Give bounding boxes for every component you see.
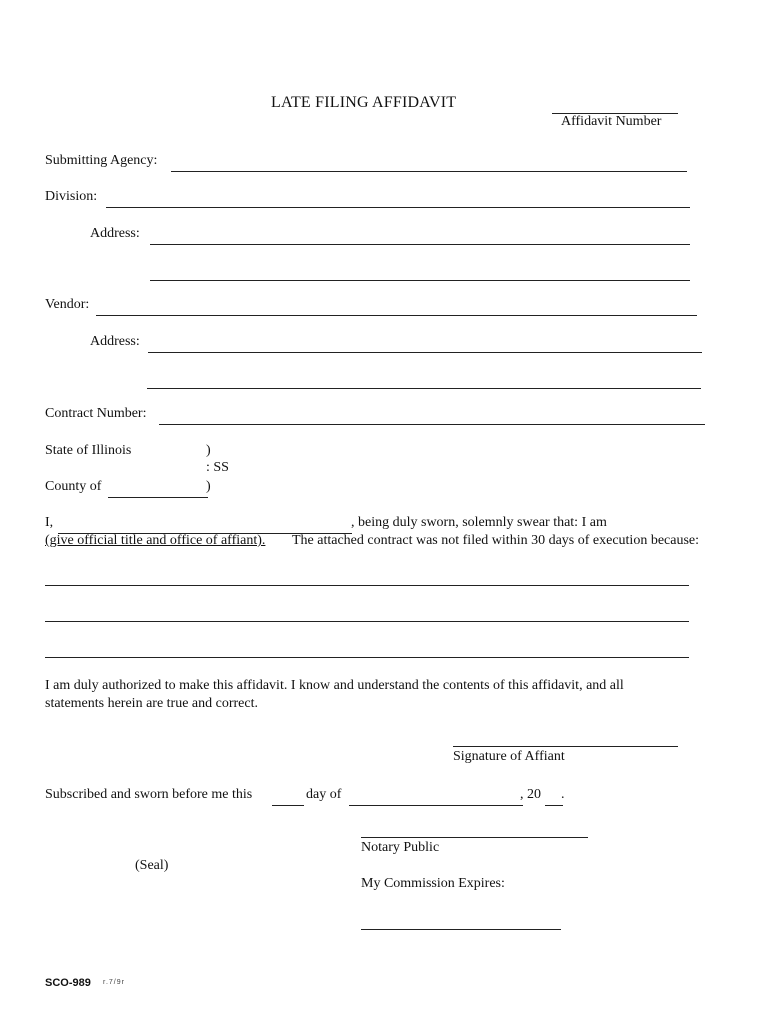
affidavit-number-input[interactable] [552,97,678,114]
reason-line1-input[interactable] [45,569,689,586]
statement-line2: statements herein are true and correct. [45,696,259,711]
division-input[interactable] [106,191,690,208]
oath-sworn-text: , being duly sworn, solemnly swear that: I am [351,515,607,530]
vendor-address-line1-input[interactable] [148,336,702,353]
commission-expires-input[interactable] [361,913,561,930]
reason-line3-input[interactable] [45,641,689,658]
contract-number-label: Contract Number: [45,406,147,421]
vendor-address-label: Address: [90,334,140,349]
vendor-address-line2-input[interactable] [147,372,701,389]
statement-line1: I am duly authorized to make this affidavit. I know and understand the contents of this affidavit, and all [45,678,624,693]
notary-signature-line[interactable] [361,837,588,838]
venue-ss: : SS [206,460,229,475]
venue-paren-bottom: ) [206,479,211,494]
submitting-agency-label: Submitting Agency: [45,153,158,168]
state-label: State of Illinois [45,443,132,458]
form-revision: r.7/9r [103,979,125,986]
affiant-signature-label: Signature of Affiant [453,749,565,764]
month-input[interactable] [349,789,523,806]
subscribed-text: Subscribed and sworn before me this [45,787,253,802]
oath-i-label: I, [45,515,54,530]
vendor-label: Vendor: [45,297,90,312]
affiant-name-input[interactable] [58,517,352,534]
affidavit-number-label: Affidavit Number [561,114,662,129]
vendor-input[interactable] [96,299,697,316]
notary-public-label: Notary Public [361,840,440,855]
reason-line2-input[interactable] [45,605,689,622]
submitting-agency-input[interactable] [171,155,687,172]
form-title: LATE FILING AFFIDAVIT [271,94,457,111]
agency-address-label: Address: [90,226,140,241]
reason-text: The attached contract was not filed within 30 days of execution because: [292,533,700,548]
venue-paren-top: ) [206,443,211,458]
division-label: Division: [45,189,98,204]
day-of-text: day of [306,787,342,802]
commission-expires-label: My Commission Expires: [361,876,505,891]
county-input[interactable] [108,481,208,498]
county-label: County of [45,479,102,494]
title-instruction: (give official title and office of affiant). [45,533,266,548]
affiant-signature-line[interactable] [453,746,678,747]
day-input[interactable] [272,789,304,806]
year-suffix: . [561,787,565,802]
seal-label: (Seal) [135,858,169,873]
form-code: SCO-989 [45,977,91,989]
agency-address-line1-input[interactable] [150,228,690,245]
contract-number-input[interactable] [159,408,705,425]
year-prefix: , 20 [520,787,541,802]
agency-address-line2-input[interactable] [150,264,690,281]
